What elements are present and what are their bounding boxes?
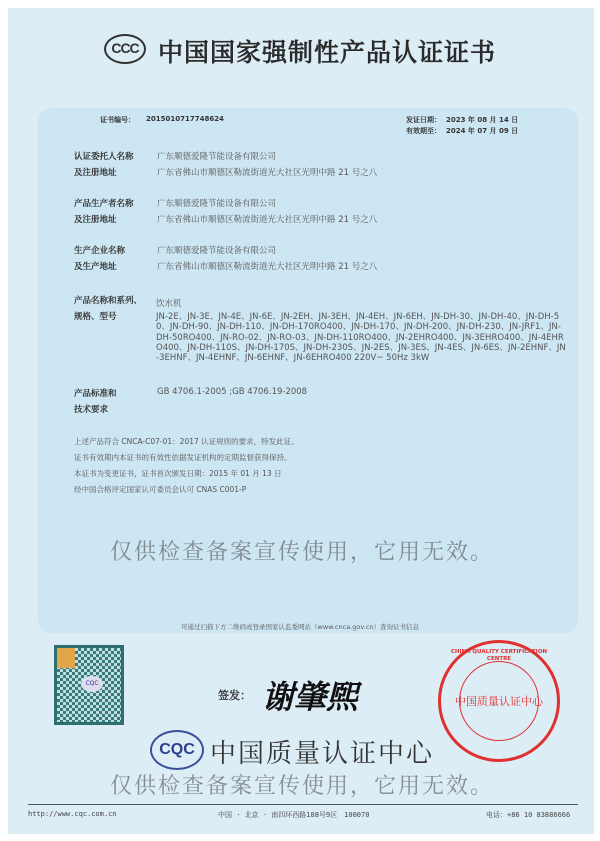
watermark: 仅供检查备案宣传使用，它用无效。 [110, 774, 495, 799]
factory-address-label: 及生产地址 [74, 262, 117, 272]
factory-label: 生产企业名称 [74, 246, 126, 256]
manufacturer-address-label: 及注册地址 [74, 215, 117, 225]
expiry-date-label: 有效期至： [406, 127, 441, 135]
standard-value: GB 4706.1-2005 ;GB 4706.19-2008 [157, 387, 308, 397]
signature-label: 签发： [218, 689, 251, 702]
cert-number: 2015010717748624 [146, 115, 224, 123]
footer-divider [28, 804, 578, 805]
product-models: JN-2E、JN-3E、JN-4E、JN-6E、JN-2EH、JN-3EH、JN-4EH、JN-6EH、JN-DH-30、JN-DH-40、JN-DH-50、JN-DH-90、JN-DH-110、JN-DH-170RO400、JN-DH-170、JN-DH-200、JN-DH-230、JN-JRF1、JN-DH-50RO400、JN-RO-02、JN-RO-03、JN-DH-110RO400、JN-2EHRO400、JN-3EHRO400、JN-4EHRO400、JN-DH-110S、JN-DH-170S、JN-DH-230S、JN-2ES、JN-3ES、JN-4ES、JN-6ES、JN-2EHNF、JN-3EHNF、JN-4EHNF、JN-6EHNF、JN-6EHRO400 220V~ 50Hz 3kW [156, 312, 566, 364]
seal-chinese: 中国质量认证中心 [455, 695, 543, 708]
applicant-address: 广东省佛山市顺德区勒流街道光大社区光明中路 21 号之八 [157, 168, 378, 178]
applicant-name: 广东顺德爱隆节能设备有限公司 [157, 152, 277, 162]
standard-label: 产品标准和 [74, 389, 117, 399]
certificate-title: 中国国家强制性产品认证证书 [158, 38, 497, 67]
certificate-header [0, 0, 600, 100]
verify-instruction: 可通过扫描下方二维码或登录国家认监委网站（www.cnca.gov.cn）查询证书信息 [181, 623, 419, 631]
factory-address: 广东省佛山市顺德区勒流街道光大社区光明中路 21 号之八 [157, 262, 378, 272]
note-line: 上述产品符合 CNCA-C07-01：2017 认证规则的要求，特发此证。 [74, 437, 299, 446]
product-model-label: 规格、型号 [74, 312, 117, 322]
expiry-date: 2024 年 07 月 09 日 [446, 127, 519, 135]
issue-date-label: 发证日期： [406, 116, 441, 124]
footer-url[interactable]: http://www.cqc.com.cn [28, 810, 117, 818]
footer-phone: 电话：+86 10 83886666 [486, 811, 571, 819]
official-seal [438, 640, 560, 762]
applicant-address-label: 及注册地址 [74, 168, 117, 178]
product-label: 产品名称和系列、 [74, 296, 143, 306]
standard-label-2: 技术要求 [74, 405, 109, 415]
note-line: 证书有效期内本证书的有效性依据发证机构的定期监督获得保持。 [74, 453, 292, 462]
manufacturer-label: 产品生产者名称 [74, 199, 134, 209]
note-line: 经中国合格评定国家认可委员会认可 CNAS C001-P [74, 485, 247, 494]
qr-code[interactable] [54, 645, 124, 725]
issuer-name: 中国质量认证中心 [210, 739, 435, 769]
seal-english: CHINA QUALITY CERTIFICATION CENTRE [450, 649, 548, 662]
product-name: 饮水机 [156, 299, 182, 309]
manufacturer-name: 广东顺德爱隆节能设备有限公司 [157, 199, 277, 209]
note-line: 本证书为变更证书，证书首次颁发日期：2015 年 01 月 13 日 [74, 469, 282, 478]
cqc-logo: CQC [150, 730, 204, 770]
watermark: 仅供检查备案宣传使用，它用无效。 [110, 540, 495, 565]
issue-date: 2023 年 08 月 14 日 [446, 116, 519, 124]
footer-address: 中国 · 北京 · 南四环西路188号9区 100070 [218, 811, 370, 819]
cert-number-label: 证书编号： [100, 116, 135, 124]
certificate-panel [38, 108, 578, 633]
ccc-logo: CCC [104, 34, 146, 64]
factory-name: 广东顺德爱隆节能设备有限公司 [157, 246, 277, 256]
manufacturer-address: 广东省佛山市顺德区勒流街道光大社区光明中路 21 号之八 [157, 215, 378, 225]
applicant-label: 认证委托人名称 [74, 152, 134, 162]
signature: 谢肇煕 [262, 678, 359, 716]
qr-logo: CQC [81, 676, 103, 692]
